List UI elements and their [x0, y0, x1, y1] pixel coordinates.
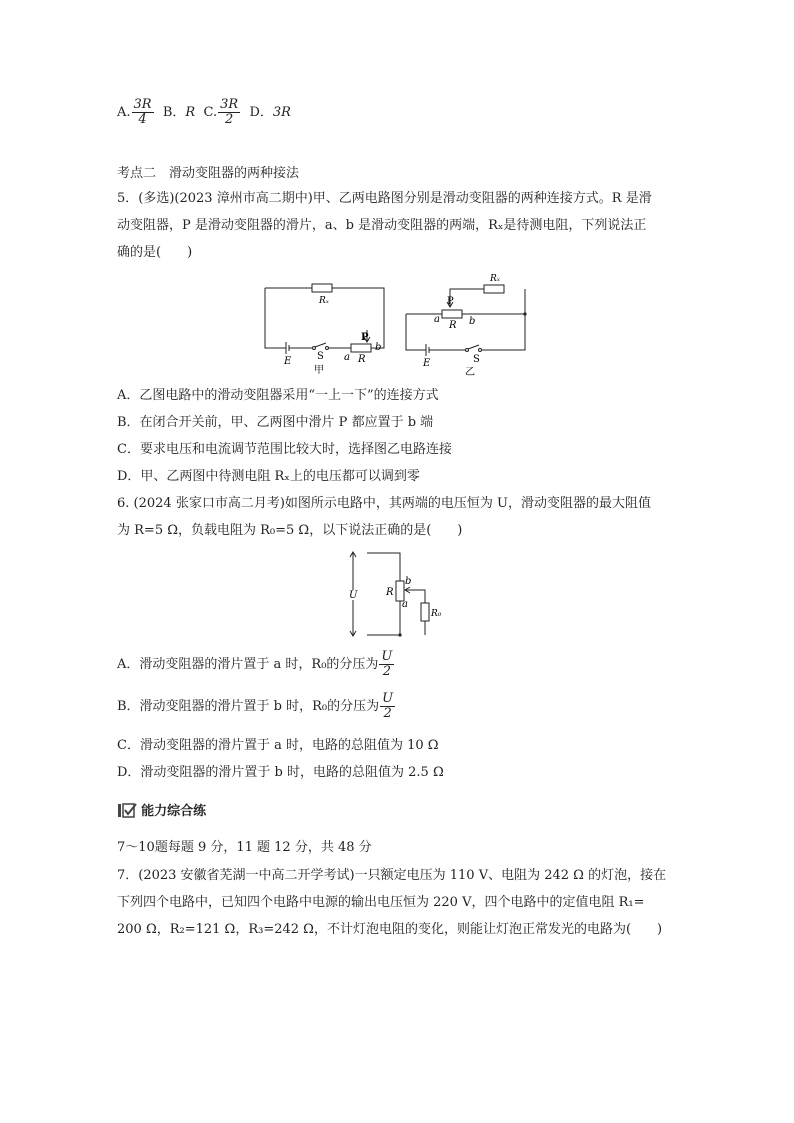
yi-r-label: R	[449, 320, 457, 331]
q4-option-a-fraction	[132, 98, 154, 127]
yi-rx-label: Rₓ	[490, 274, 500, 284]
section-heading-2: 考点二 滑动变阻器的两种接法	[117, 166, 300, 181]
jia-rx-label: Rₓ	[319, 296, 329, 306]
q6-stem-line-2: 为 R=5 Ω，负载电阻为 R₀=5 Ω，以下说法正确的是( )	[117, 523, 463, 538]
q5-stem-line-3: 确的是( )	[117, 245, 193, 260]
q6-u-label: U	[349, 590, 358, 601]
fraction-numerator: 3R	[220, 97, 239, 112]
q5-option-b: B．在闭合开关前，甲、乙两图中滑片 P 都应置于 b 端	[117, 415, 434, 430]
q4-option-b-value: R	[185, 105, 196, 120]
junction-dot	[398, 633, 401, 636]
q7-stem-line-1: 7．(2023 安徽省芜湖一中高二开学考试)一只额定电压为 110 V、电阻为 242 Ω 的灯泡，接在	[117, 868, 667, 883]
q5-circuit-figures	[260, 270, 540, 380]
q5-stem-line-2: 动变阻器，P 是滑动变阻器的滑片，a、b 是滑动变阻器的两端，Rₓ是待测电阻，下列说法正	[117, 218, 647, 233]
q4-option-c-fraction	[218, 98, 240, 127]
section-heading-3	[117, 802, 206, 822]
fraction-denominator: 2	[382, 664, 392, 679]
jia-a-label: a	[344, 352, 350, 363]
yi-a-label: a	[434, 314, 440, 325]
q7-stem-line-3: 200 Ω，R₂=121 Ω，R₃=242 Ω，不计灯泡电阻的变化，则能让灯泡正常发光的电路为( )	[117, 922, 663, 937]
fraction-denominator: 4	[138, 112, 147, 127]
q4-option-d-value: 3R	[272, 105, 291, 120]
checkbox-icon	[117, 802, 137, 818]
q6-option-a-text: A．滑动变阻器的滑片置于 a 时，R₀的分压为	[117, 657, 379, 672]
junction-dot	[523, 312, 526, 315]
q6-stem-line-1: 6. (2024 张家口市高二月考)如图所示电路中，其两端的电压恒为 U，滑动变阻器的最大阻值	[117, 496, 651, 511]
q4-option-c-label: C.	[203, 105, 218, 120]
jia-p-label: P	[361, 332, 369, 343]
q5-option-c: C．要求电压和电流调节范围比较大时，选择图乙电路连接	[117, 442, 452, 457]
q7-stem-line-2: 下列四个电路中，已知四个电路中电源的输出电压恒为 220 V，四个电路中的定值电阻 R₁=	[117, 895, 645, 910]
q6-r-label: R	[386, 587, 394, 598]
fraction-numerator: 3R	[133, 97, 152, 112]
q6-option-b-text: B．滑动变阻器的滑片置于 b 时，R₀的分压为	[117, 699, 380, 714]
jia-b-label: b	[375, 342, 382, 353]
q6-option-a-fraction	[379, 650, 394, 679]
jia-s-label: S	[317, 351, 324, 362]
q6-circuit-figure	[345, 548, 445, 640]
q6-option-c: C．滑动变阻器的滑片置于 a 时，电路的总阻值为 10 Ω	[117, 738, 439, 753]
q4-option-b-label: B．	[162, 105, 186, 120]
yi-caption: 乙	[465, 367, 475, 378]
q6-option-b	[117, 692, 396, 721]
section-heading-3-title: 能力综合练	[141, 804, 207, 819]
yi-b-label: b	[469, 316, 476, 327]
q5-stem-line-1: 5．(多选)(2023 漳州市高二期中)甲、乙两电路图分别是滑动变阻器的两种连接方式。R 是滑	[117, 191, 652, 206]
yi-e-label: E	[423, 358, 431, 369]
yi-p-label: P	[447, 296, 454, 307]
q4-option-a-label: A.	[117, 105, 131, 120]
q6-option-d: D．滑动变阻器的滑片置于 b 时，电路的总阻值为 2.5 Ω	[117, 765, 444, 780]
q6-b-label: b	[405, 576, 412, 587]
fraction-numerator: U	[382, 691, 394, 706]
yi-s-label: S	[473, 354, 480, 365]
section-3-score-line: 7～10题每题 9 分，11 题 12 分，共 48 分	[117, 840, 372, 855]
q6-option-a	[117, 650, 395, 679]
q5-option-d: D．甲、乙两图中待测电阻 Rₓ上的电压都可以调到零	[117, 469, 420, 484]
jia-caption: 甲	[314, 365, 324, 376]
fraction-denominator: 2	[225, 112, 234, 127]
q4-option-d-label: D．	[249, 105, 273, 120]
q6-r0-label: R₀	[431, 609, 442, 619]
jia-r-label: R	[358, 354, 366, 365]
q6-option-b-fraction	[380, 692, 395, 721]
fraction-denominator: 2	[383, 706, 392, 721]
q4-options	[117, 98, 291, 127]
q5-option-a: A．乙图电路中的滑动变阻器采用“一上一下”的连接方式	[117, 388, 439, 403]
q6-a-label: a	[402, 599, 408, 610]
jia-e-label: E	[284, 356, 292, 367]
fraction-numerator: U	[381, 649, 393, 664]
